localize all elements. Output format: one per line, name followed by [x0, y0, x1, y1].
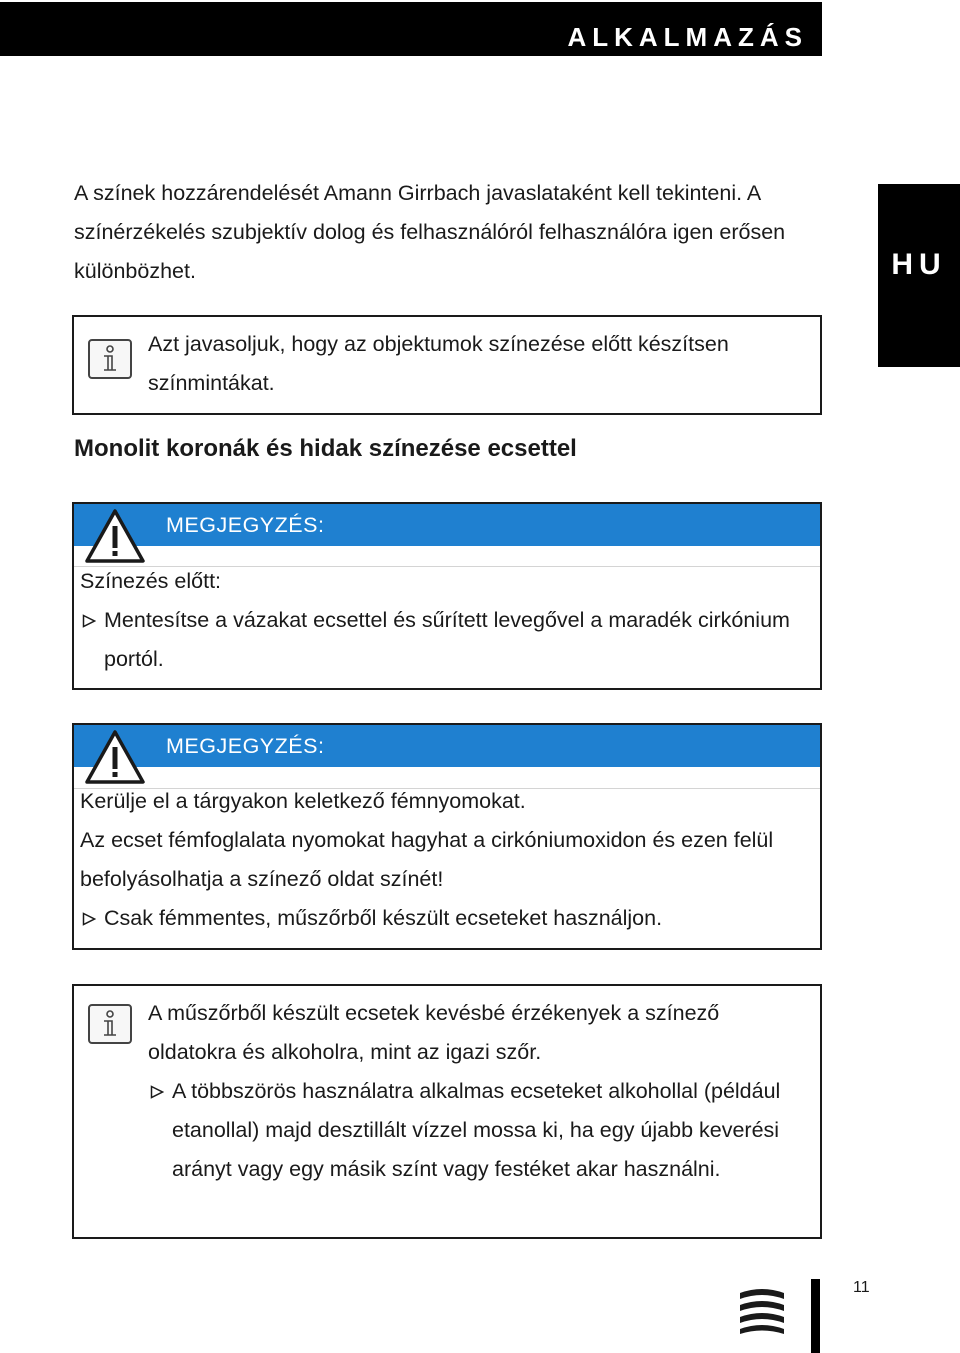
- bullet-item: [80, 601, 810, 679]
- note-label: MEGJEGYZÉS:: [166, 513, 325, 537]
- note-band: [74, 725, 820, 767]
- info-box-body: [148, 994, 810, 1189]
- section-heading: Monolit koronák és hidak színezése ecsettel: [74, 435, 577, 462]
- page-number: 11: [853, 1279, 870, 1296]
- note-band: [74, 504, 820, 546]
- header-title: ALKALMAZÁS: [567, 22, 808, 52]
- intro-paragraph: A színek hozzárendelését Amann Girrbach javaslataként kell tekinteni. A színérzékelés szubjektív dolog és felhasználóról felhasználóra igen erősen különbözhet.: [74, 181, 786, 283]
- language-label: HU: [891, 248, 947, 281]
- info-box-brushes: [72, 984, 822, 1239]
- warning-icon: [84, 729, 146, 785]
- footer-rule: [811, 1279, 820, 1353]
- note-line: Kerülje el a tárgyakon keletkező fémnyomokat.: [80, 789, 526, 813]
- note-box-1: [72, 502, 822, 690]
- info-box-text: A műszőrből készült ecsetek kevésbé érzékenyek a színező oldatokra és alkoholra, mint az igazi szőr.: [148, 1001, 720, 1064]
- note-label: MEGJEGYZÉS:: [166, 734, 325, 758]
- bullet-triangle-icon: [150, 1085, 164, 1099]
- brand-logo-icon: [738, 1287, 786, 1335]
- note-body: [80, 782, 810, 938]
- info-box-text: Azt javasoljuk, hogy az objektumok színezése előtt készítsen színmintákat.: [148, 332, 729, 395]
- warning-icon: [84, 508, 146, 564]
- note-box-2: [72, 723, 822, 950]
- bullet-item: [80, 899, 810, 938]
- info-icon: [88, 339, 132, 379]
- language-tab: [878, 184, 960, 367]
- bullet-text: Csak fémmentes, műszőrből készült ecseteket használjon.: [104, 906, 663, 930]
- info-icon: [88, 1004, 132, 1044]
- info-box-recommendation: [72, 315, 822, 415]
- bullet-text: Mentesítse a vázakat ecsettel és sűrített levegővel a maradék cirkónium portól.: [104, 608, 790, 671]
- bullet-text: A többszörös használatra alkalmas ecseteket alkohollal (például etanollal) majd desztillált vízzel mossa ki, ha egy újabb keverési arányt vagy egy másik színt vagy festéket akar használni.: [172, 1079, 781, 1181]
- note-line: Az ecset fémfoglalata nyomokat hagyhat a cirkóniumoxidon és ezen felül befolyásolhatja a színező oldat színét!: [80, 828, 774, 891]
- header-bar: [0, 2, 822, 56]
- note-body: [80, 562, 810, 679]
- bullet-triangle-icon: [82, 912, 96, 926]
- bullet-triangle-icon: [82, 614, 96, 628]
- note-intro: Színezés előtt:: [80, 569, 222, 593]
- bullet-item: [148, 1072, 810, 1189]
